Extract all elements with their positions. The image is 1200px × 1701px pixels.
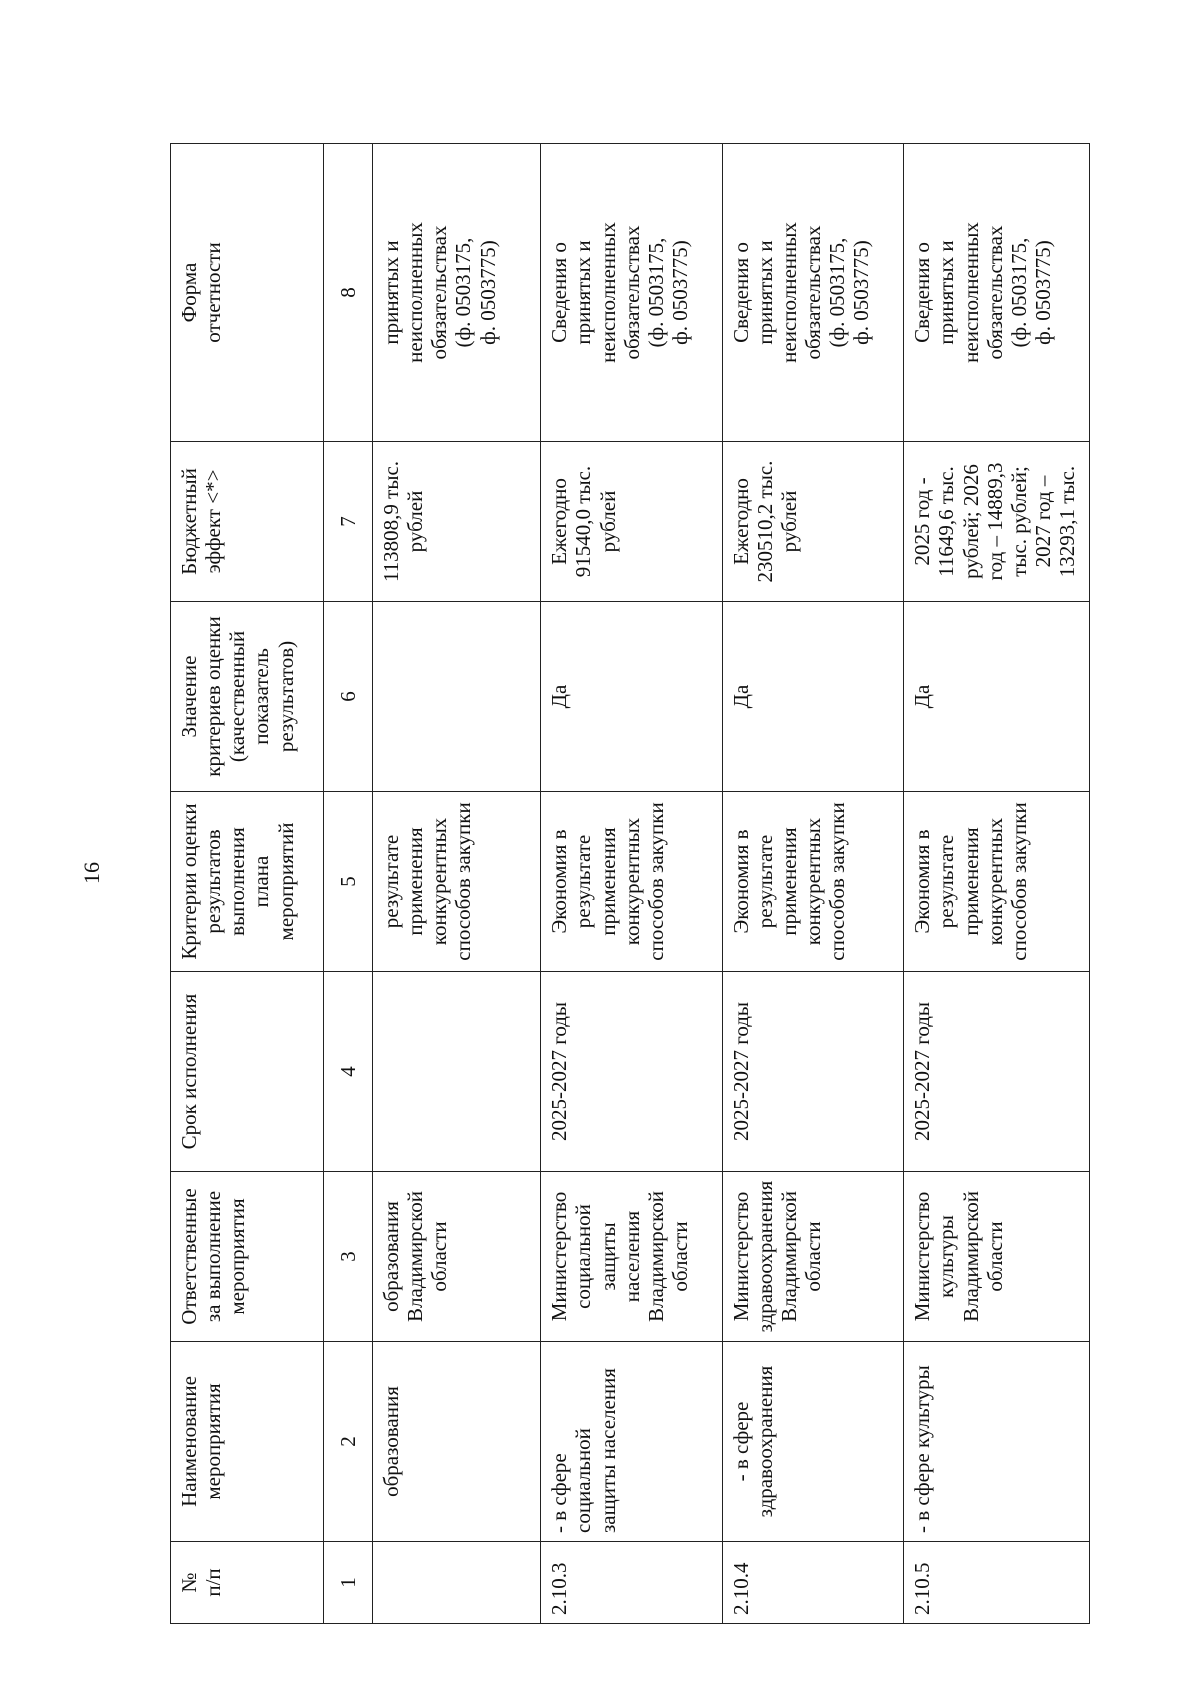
rotated-table-container: [170, 144, 1090, 1624]
cell-report: Сведения о принятых и неисполненных обязательствах (ф. 0503175, ф. 0503775): [722, 144, 904, 442]
colnum-3: 3: [323, 1172, 372, 1342]
colnum-7: 7: [323, 442, 372, 602]
cell-term: 2025-2027 годы: [541, 972, 723, 1172]
cell-value: Да: [722, 602, 904, 792]
header-criteria: Критерии оценки результатов выполнения плана мероприятий: [171, 792, 324, 972]
cell-criteria: Экономия в результате применения конкурентных способов закупки: [904, 792, 1090, 972]
table-row: [904, 144, 1090, 1624]
table-row: [541, 144, 723, 1624]
cell-responsible: Министерство социальной защиты населения Владимирской области: [541, 1172, 723, 1342]
measures-table: [170, 143, 1090, 1624]
colnum-4: 4: [323, 972, 372, 1172]
header-value: Значение критериев оценки (качественный показатель результатов): [171, 602, 324, 792]
cell-criteria: Экономия в результате применения конкурентных способов закупки: [722, 792, 904, 972]
header-term: Срок исполнения: [171, 972, 324, 1172]
cell-effect: Ежегодно 91540,0 тыс. рублей: [541, 442, 723, 602]
cell-name: - в сфере здравоохранения: [722, 1342, 904, 1542]
colnum-5: 5: [323, 792, 372, 972]
header-responsible: Ответственные за выполнение мероприятия: [171, 1172, 324, 1342]
colnum-8: 8: [323, 144, 372, 442]
cell-value: Да: [904, 602, 1090, 792]
cell-num: 2.10.5: [904, 1542, 1090, 1624]
header-name: Наименование мероприятия: [171, 1342, 324, 1542]
cell-name: - в сфере социальной защиты населения: [541, 1342, 723, 1542]
cell-num: 2.10.3: [541, 1542, 723, 1624]
cell-report: Сведения о принятых и неисполненных обязательствах (ф. 0503175, ф. 0503775): [904, 144, 1090, 442]
cell-effect: 2025 год - 11649,6 тыс. рублей; 2026 год – 14889,3 тыс. рублей; 2027 год – 13293,1 тыс.: [904, 442, 1090, 602]
colnum-2: 2: [323, 1342, 372, 1542]
cell-term: 2025-2027 годы: [722, 972, 904, 1172]
column-numbers-row: [323, 144, 372, 1624]
cell-name: образования: [372, 1342, 540, 1542]
cell-num: 2.10.4: [722, 1542, 904, 1624]
cell-num: [372, 1542, 540, 1624]
table-row: [722, 144, 904, 1624]
cell-report: принятых и неисполненных обязательствах (ф. 0503175, ф. 0503775): [372, 144, 540, 442]
cell-effect: 113808,9 тыс. рублей: [372, 442, 540, 602]
colnum-1: 1: [323, 1542, 372, 1624]
header-num: № п/п: [171, 1542, 324, 1624]
cell-responsible: Министерство здравоохранения Владимирской области: [722, 1172, 904, 1342]
cell-value: [372, 602, 540, 792]
cell-report: Сведения о принятых и неисполненных обязательствах (ф. 0503175, ф. 0503775): [541, 144, 723, 442]
cell-responsible: Министерство культуры Владимирской области: [904, 1172, 1090, 1342]
cell-effect: Ежегодно 230510,2 тыс. рублей: [722, 442, 904, 602]
header-report: Форма отчетности: [171, 144, 324, 442]
table-header-row: [171, 144, 324, 1624]
cell-value: Да: [541, 602, 723, 792]
cell-term: [372, 972, 540, 1172]
table-row: [372, 144, 540, 1624]
cell-name: - в сфере культуры: [904, 1342, 1090, 1542]
cell-criteria: результате применения конкурентных способов закупки: [372, 792, 540, 972]
header-effect: Бюджетный эффект <*>: [171, 442, 324, 602]
cell-criteria: Экономия в результате применения конкурентных способов закупки: [541, 792, 723, 972]
cell-responsible: образования Владимирской области: [372, 1172, 540, 1342]
colnum-6: 6: [323, 602, 372, 792]
cell-term: 2025-2027 годы: [904, 972, 1090, 1172]
page-number: 16: [79, 862, 104, 884]
